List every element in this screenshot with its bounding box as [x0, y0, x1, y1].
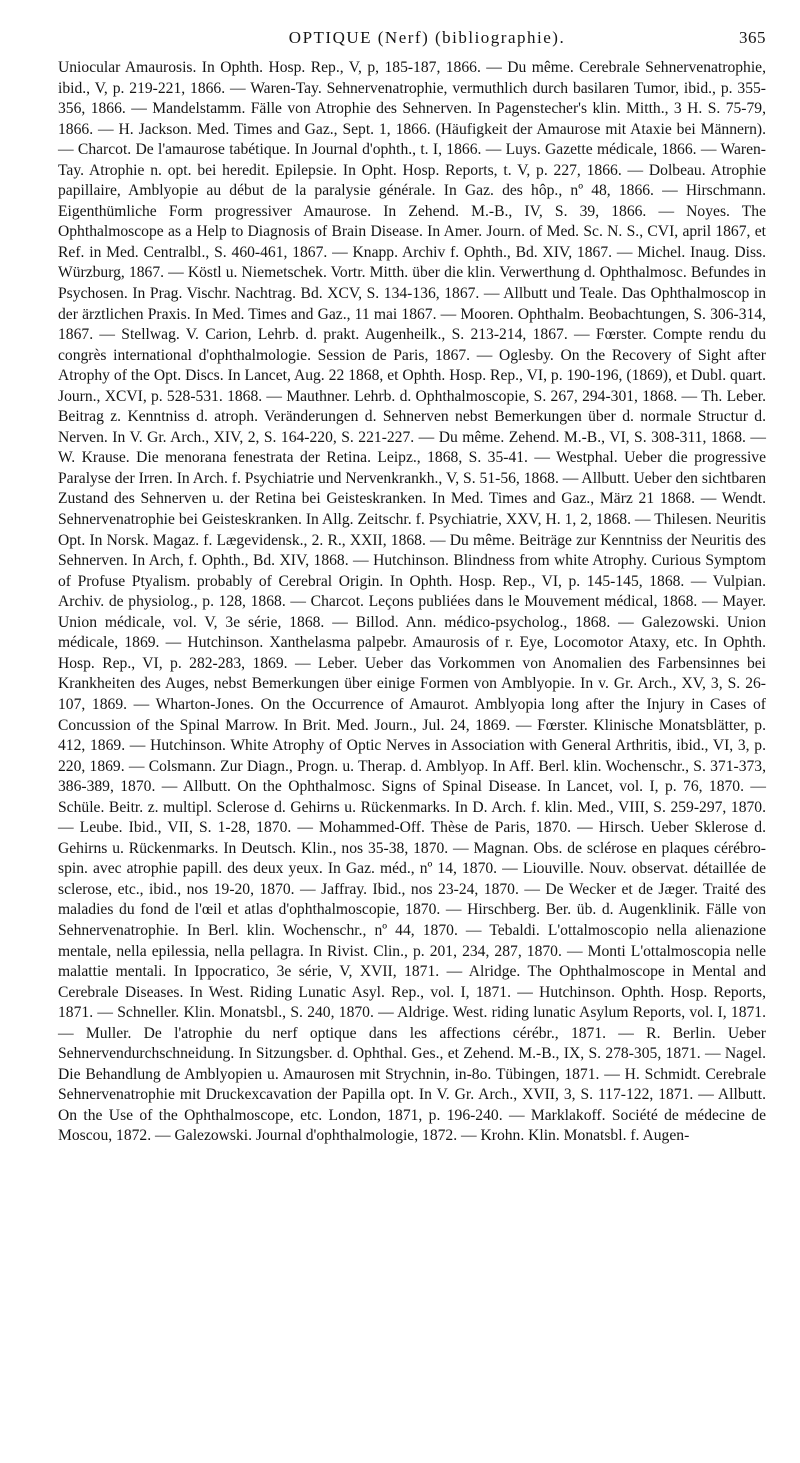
running-title: OPTIQUE (Nerf) (bibliographie). [288, 28, 566, 47]
bibliography-paragraph: Uniocular Amaurosis. In Ophth. Hosp. Rep., V, p, 185-187, 1866. — Du même. Cerebrale Sehnervenatrophie, ibid., V, p. 219-221, 1866. — Waren-Tay. Sehnervenatrophie, vermuthlich durch basilaren Tumor, ibid., p. 355-356, 1866. — Mandelstamm. Fälle von Atrophie des Sehnerven. In Pagenstecher's klin. Mitth., 3 H. S. 75-79, 1866. — H. Jackson. Med. Times and Gaz., Sept. 1, 1866. (Häufigkeit der Amaurose mit Ataxie bei Männern). — Charcot. De l'amaurose tabétique. In Journal d'ophth., t. I, 1866. — Luys. Gazette médicale, 1866. — Waren-Tay. Atrophie n. opt. bei heredit. Epilepsie. In Opht. Hosp. Reports, t. V, p. 227, 1866. — Dolbeau. Atrophie papillaire, Amblyopie au début de la paralysie générale. In Gaz. des hôp., nº 48, 1866. — Hirschmann. Eigenthümliche Form progressiver Amaurose. In Zehend. M.-B., IV, S. 39, 1866. — Noyes. The Ophthalmoscope as a Help to Diagnosis of Brain Disease. In Amer. Journ. of Med. Sc. N. S., CVI, april 1867, et Ref. in Med. Centralbl., S. 460-461, 1867. — Knapp. Archiv f. Ophth., Bd. XIV, 1867. — Michel. Inaug. Diss. Würzburg, 1867. — Köstl u. Niemetschek. Vortr. Mitth. über die klin. Verwerthung d. Ophthalmosc. Befundes in Psychosen. In Prag. Vischr. Nachtrag. Bd. XCV, S. 134-136, 1867. — Allbutt und Teale. Das Ophthalmoscop in der ärztlichen Praxis. In Med. Times and Gaz., 11 mai 1867. — Mooren. Ophthalm. Beobachtungen, S. 306-314, 1867. — Stellwag. V. Carion, Lehrb. d. prakt. Augenheilk., S. 213-214, 1867. — Fœrster. Compte rendu du congrès international d'ophthalmologie. Session de Paris, 1867. — Oglesby. On the Recovery of Sight after Atrophy of the Opt. Discs. In Lancet, Aug. 22 1868, et Ophth. Hosp. Rep., VI, p. 190-196, (1869), et Dubl. quart. Journ., XCVI, p. 528-531. 1868. — Mauthner. Lehrb. d. Ophthalmoscopie, S. 267, 294-301, 1868. — Th. Leber. Beitrag z. Kenntniss d. atroph. Veränderungen d. Sehnerven nebst Bemerkungen über d. normale Structur d. Nerven. In V. Gr. Arch., XIV, 2, S. 164-220, S. 221-227. — Du même. Zehend. M.-B., VI, S. 308-311, 1868. — W. Krause. Die menorana fenestrata der Retina. Leipz., 1868, S. 35-41. — Westphal. Ueber die progressive Paralyse der Irren. In Arch. f. Psychiatrie und Nervenkrankh., V, S. 51-56, 1868. — Allbutt. Ueber den sichtbaren Zustand des Sehnerven u. der Retina bei Geisteskranken. In Med. Times and Gaz., März 21 1868. — Wendt. Sehnervenatrophie bei Geisteskranken. In Allg. Zeitschr. f. Psychiatrie, XXV, H. 1, 2, 1868. — Thilesen. Neuritis Opt. In Norsk. Magaz. f. Lægevidensk., 2. R., XXII, 1868. — Du même. Beiträge zur Kenntniss der Neuritis des Sehnerven. In Arch, f. Ophth., Bd. XIV, 1868. — Hutchinson. Blindness from white Atrophy. Curious Symptom of Profuse Ptyalism. probably of Cerebral Origin. In Ophth. Hosp. Rep., VI, p. 145-145, 1868. — Vulpian. Archiv. de physiolog., p. 128, 1868. — Charcot. Leçons publiées dans le Mouvement médical, 1868. — Mayer. Union médicale, vol. V, 3e série, 1868. — Billod. Ann. médico-psycholog., 1868. — Galezowski. Union médicale, 1869. — Hutchinson. Xanthelasma palpebr. Amaurosis of r. Eye, Locomotor Ataxy, etc. In Ophth. Hosp. Rep., VI, p. 282-283, 1869. — Leber. Ueber das Vorkommen von Anomalien des Farbensinnes bei Krankheiten des Auges, nebst Bemerkungen über einige Formen von Amblyopie. In v. Gr. Arch., XV, 3, S. 26-107, 1869. — Wharton-Jones. On the Occurrence of Amaurot. Amblyopia long after the Injury in Cases of Concussion of the Spinal Marrow. In Brit. Med. Journ., Jul. 24, 1869. — Fœrster. Klinische Monatsblätter, p. 412, 1869. — Hutchinson. White Atrophy of Optic Nerves in Association with General Arthritis, ibid., VI, 3, p. 220, 1869. — Colsmann. Zur Diagn., Progn. u. Therap. d. Amblyop. In Aff. Berl. klin. Wochenschr., S. 371-373, 386-389, 1870. — Allbutt. On the Ophthalmosc. Signs of Spinal Disease. In Lancet, vol. I, p. 76, 1870. — Schüle. Beitr. z. multipl. Sclerose d. Gehirns u. Rückenmarks. In D. Arch. f. klin. Med., VIII, S. 259-297, 1870. — Leube. Ibid., VII, S. 1-28, 1870. — Mohammed-Off. Thèse de Paris, 1870. — Hirsch. Ueber Sklerose d. Gehirns u. Rückenmarks. In Deutsch. Klin., nos 35-38, 1870. — Magnan. Obs. de sclérose en plaques cérébro-spin. avec atrophie papill. des deux yeux. In Gaz. méd., nº 14, 1870. — Liouville. Nouv. observat. détaillée de sclerose, etc., ibid., nos 19-20, 1870. — Jaffray. Ibid., nos 23-24, 1870. — De Wecker et de Jæger. Traité des maladies du fond de l'œil et atlas d'ophthalmoscopie, 1870. — Hirschberg. Ber. üb. d. Augenklinik. Fälle von Sehnervenatrophie. In Berl. klin. Wochenschr., nº 44, 1870. — Tebaldi. L'ottalmoscopio nella alienazione mentale, nella epilessia, nella pellagra. In Rivist. Clin., p. 201, 234, 287, 1870. — Monti L'ottalmoscopia nelle malattie mentali. In Ippocratico, 3e série, V, XVII, 1871. — Alridge. The Ophthalmoscope in Mental and Cerebrale Diseases. In West. Riding Lunatic Asyl. Rep., vol. I, 1871. — Hutchinson. Ophth. Hosp. Reports, 1871. — Schneller. Klin. Monatsbl., S. 240, 1870. — Aldrige. West. riding lunatic Asylum Reports, vol. I, 1871. — Muller. De l'atrophie du nerf optique dans les affections cérébr., 1871. — R. Berlin. Ueber Sehnervendurchschneidung. In Sitzungsber. d. Ophthal. Ges., et Zehend. M.-B., IX, S. 278-305, 1871. — Nagel. Die Behandlung de Amblyopien u. Amaurosen mit Strychnin, in-8o. Tübingen, 1871. — H. Schmidt. Cerebrale Sehnervenatrophie mit Druckexcavation der Papilla opt. In V. Gr. Arch., XVII, 3, S. 117-122, 1871. — Allbutt. On the Use of the Ophthalmoscope, etc. London, 1871, p. 196-240. — Marklakoff. Société de médecine de Moscou, 1872. — Galezowski. Journal d'ophthalmologie, 1872. — Krohn. Klin. Monatsbl. f. Augen- [58, 59, 766, 1145]
bibliography-text [58, 58, 766, 1147]
page-number: 365 [739, 28, 766, 47]
running-header [58, 28, 766, 58]
